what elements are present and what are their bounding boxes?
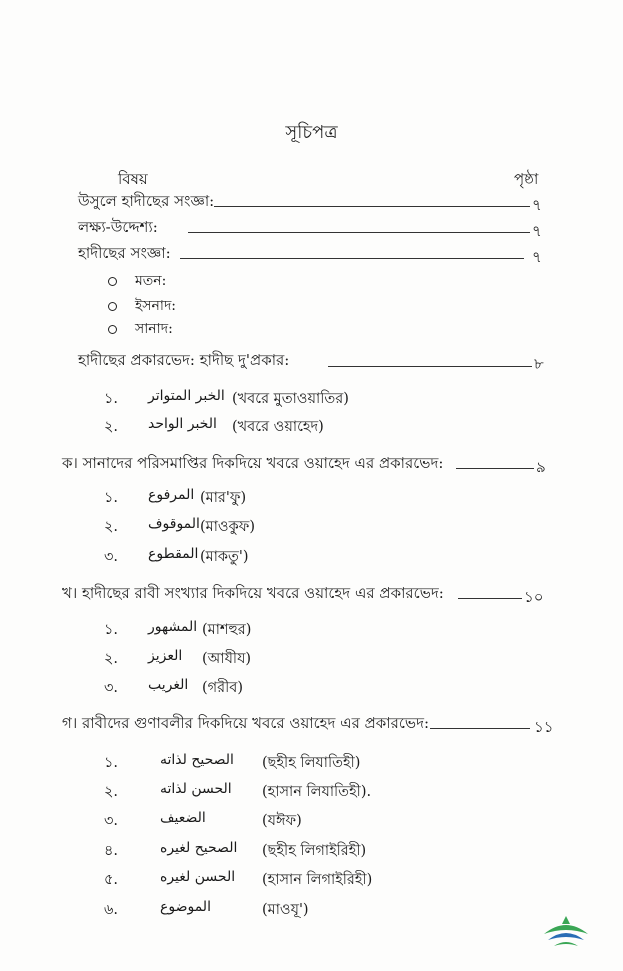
toc-entry-page: ১০	[524, 588, 544, 606]
toc-entry-label: উসুলে হাদীছের সংজ্ঞা:	[78, 192, 215, 210]
toc-leader-line	[458, 598, 522, 599]
sub-bullet-label: মতন:	[135, 273, 167, 289]
toc-entry-page: ১১	[534, 718, 554, 736]
list-item-bengali: (মাওযূ')	[262, 902, 309, 918]
toc-leader-line	[180, 258, 524, 259]
toc-entry-label: খ। হাদীছের রাবী সংখ্যার দিকদিয়ে খবরে ওয়াহেদ এর প্রকারভেদ:	[62, 584, 444, 602]
list-item-bengali: (ছহীহ লিগাইরিহী)	[262, 843, 367, 859]
list-item-arabic: المشهور	[148, 619, 198, 635]
list-item-bengali: (মাকতু')	[200, 549, 249, 565]
list-item-number: ৩.	[104, 813, 119, 829]
publisher-logo-icon	[540, 908, 592, 954]
sub-bullet-label: সানাদ:	[135, 321, 173, 337]
list-item-bengali: (গরীব)	[202, 680, 244, 696]
list-item-arabic: المرفوع	[148, 487, 195, 503]
list-item-arabic: الضعيف	[160, 810, 206, 826]
toc-entry-page: ৯	[536, 458, 546, 476]
list-item-number: ১.	[104, 490, 119, 506]
list-item-bengali: (আযীয)	[202, 651, 252, 667]
list-item-number: ২.	[104, 784, 119, 800]
list-item-number: ২.	[104, 419, 119, 435]
list-item-number: ২.	[104, 651, 119, 667]
list-item-number: ১.	[104, 391, 119, 407]
list-item-arabic: الخبر الواحد	[148, 416, 217, 432]
toc-leader-line	[188, 232, 530, 233]
list-item-bengali: (মাওকুফ)	[200, 519, 255, 535]
column-header-subject: বিষয়	[118, 170, 148, 188]
list-item-arabic: الخبر المتواتر	[148, 388, 225, 404]
toc-entry-page: ৮	[534, 355, 544, 373]
list-item-bengali: (মার'ফু)	[200, 490, 247, 506]
list-item-bengali: (মাশহুর)	[202, 622, 252, 638]
sub-bullet-label: ইসনাদ:	[135, 298, 177, 314]
toc-leader-line	[456, 468, 534, 469]
toc-entry-label: ক। সানাদের পরিসমাপ্তির দিকদিয়ে খবরে ওয়াহেদ এর প্রকারভেদ:	[62, 454, 444, 472]
circle-bullet-icon	[108, 325, 117, 334]
circle-bullet-icon	[108, 277, 117, 286]
toc-entry-page: ৭	[532, 196, 542, 214]
list-item-number: ১.	[104, 622, 119, 638]
list-item-number: ৩.	[104, 549, 119, 565]
list-item-arabic: الصحيح لغيره	[160, 840, 238, 856]
toc-entry-label: হাদীছের সংজ্ঞা:	[78, 244, 171, 262]
list-item-bengali: (হাসান লিগাইরিহী)	[262, 872, 373, 888]
list-item-bengali: (খবরে মুতাওয়াতির)	[232, 391, 349, 407]
list-item-number: ৪.	[104, 843, 119, 859]
list-item-arabic: المقطوع	[148, 546, 199, 562]
list-item-arabic: الحسن لذاته	[160, 781, 232, 797]
list-item-arabic: الحسن لغيره	[160, 869, 236, 885]
toc-leader-line	[328, 366, 532, 367]
list-item-number: ৫.	[104, 872, 119, 888]
list-item-arabic: العزيز	[148, 648, 183, 664]
toc-entry-label: হাদীছের প্রকারভেদ: হাদীছ দু'প্রকার:	[78, 351, 290, 369]
list-item-number: ৬.	[104, 902, 119, 918]
toc-entry-page: ৭	[532, 248, 542, 266]
toc-leader-line	[214, 206, 530, 207]
list-item-arabic: الموقوف	[148, 516, 200, 532]
toc-entry-label: গ। রাবীদের গুণাবলীর দিকদিয়ে খবরে ওয়াহেদ এর প্রকারভেদ:	[62, 714, 430, 732]
list-item-bengali: (ছহীহ লিযাতিহী)	[262, 755, 361, 771]
toc-entry-label: লক্ষ্য-উদ্দেশ্য:	[78, 218, 158, 236]
toc-entry-page: ৭	[532, 222, 542, 240]
list-item-number: ২.	[104, 519, 119, 535]
circle-bullet-icon	[108, 302, 117, 311]
list-item-bengali: (যঈফ)	[262, 813, 302, 829]
list-item-arabic: الغريب	[148, 677, 189, 693]
toc-leader-line	[430, 728, 530, 729]
list-item-number: ৩.	[104, 680, 119, 696]
list-item-bengali: (খবরে ওয়াহেদ)	[232, 419, 324, 435]
page-title: সূচিপত্র	[285, 122, 338, 143]
list-item-number: ১.	[104, 755, 119, 771]
list-item-arabic: الصحيح لذاته	[160, 752, 234, 768]
list-item-bengali: (হাসান লিযাতিহী).	[262, 784, 372, 800]
column-header-page: পৃষ্ঠা	[514, 170, 539, 188]
list-item-arabic: الموضوع	[160, 899, 211, 915]
